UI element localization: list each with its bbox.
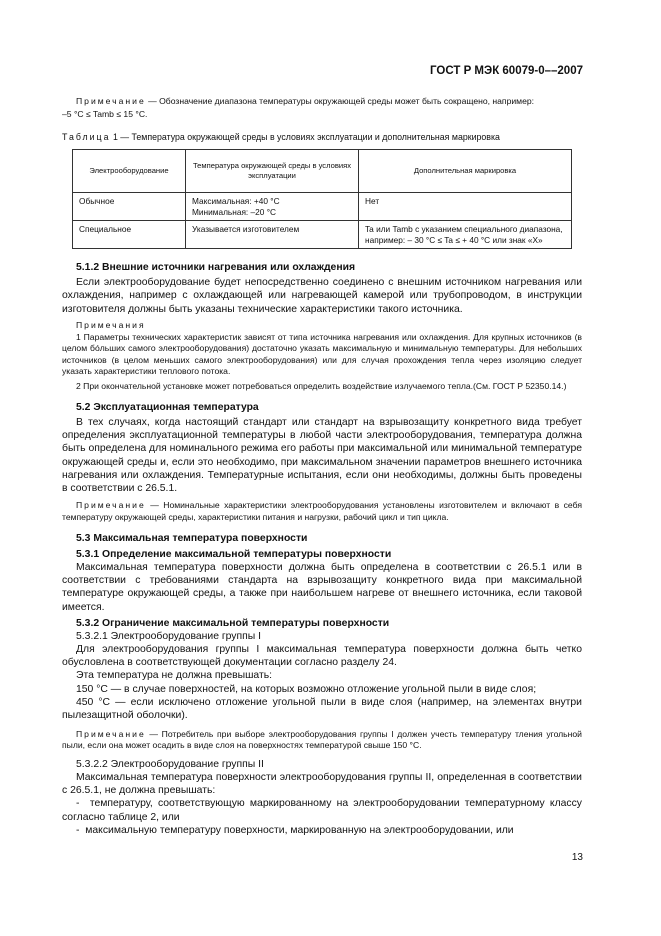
subsection-title: 5.3.2 Ограничение максимальной температуры поверхности: [76, 617, 390, 629]
page-content: [62, 96, 582, 837]
list-dash: -: [76, 824, 80, 836]
table-caption-label: Таблица: [62, 132, 111, 143]
list-dash: -: [76, 798, 80, 810]
note-label: Примечание: [76, 500, 146, 511]
table-cell: [186, 193, 359, 221]
paragraph: Если электрооборудование будет непосредственно соединено с внешним источником нагревания или охлаждения, например с охлаждающей или нагревающей камерой или трубопроводом, в инструкции изготовителя должны быть указаны технические характеристики такого источника.: [62, 277, 582, 315]
section-title: 5.1.2 Внешние источники нагревания или охлаждения: [76, 262, 356, 274]
section-title: 5.3 Максимальная температура поверхности: [76, 532, 308, 544]
table-cell: [186, 221, 359, 249]
table-header-cell: Температура окружающей среды в условиях эксплуатации: [186, 150, 359, 193]
cell-line: Минимальная: –20 °C: [192, 206, 277, 217]
table-cell: Нет: [359, 193, 572, 221]
table-cell: Ta или Tamb с указанием специального диапазона, например: – 30 °C ≤ Ta ≤ + 40 °C или знак «X»: [359, 221, 572, 249]
list-item: [62, 824, 582, 837]
paragraph: Максимальная температура поверхности электрооборудования группы II, определенная в соответствии с 26.5.1, не должна превышать:: [62, 771, 582, 797]
note-text: — Обозначение диапазона температуры окружающей среды может быть сокращено, например:: [148, 96, 535, 106]
cell-line: Максимальная: +40 °C: [192, 196, 280, 207]
standard-code: ГОСТ Р МЭК 60079-0––2007: [430, 65, 583, 77]
note-top: [62, 96, 582, 108]
table-header-cell: Электрооборудование: [73, 150, 186, 193]
section-title: 5.2 Эксплуатационная температура: [76, 401, 259, 413]
list-item: 150 °C — в случае поверхностей, на которых возможно отложение угольной пыли в виде слоя;: [76, 683, 537, 695]
table-cell: Обычное: [73, 193, 186, 221]
subsection-title: 5.3.1 Определение максимальной температуры поверхности: [76, 548, 392, 560]
note-text: — Номинальные характеристики электрооборудования установлены изготовителем и включают в себя температуру окружающей среды, характеристики питания и нагрузки, рабочий цикл и тип цикла.: [62, 500, 583, 523]
table-caption: [62, 132, 582, 143]
cell-line: Указывается изготовителем: [192, 224, 300, 235]
notes-label: Примечания: [76, 320, 146, 331]
list-item: 450 °C — если исключено отложение угольной пыли в виде слоя (например, на элементах внутри пылезащитной оболочки).: [62, 696, 582, 722]
page-number: 13: [571, 852, 583, 863]
note-2: 2 При окончательной установке может потребоваться определить воздействие излучаемого тепла.(См. ГОСТ Р 52350.14.): [76, 381, 567, 392]
list-text: максимальную температуру поверхности, маркированную на электрооборудовании, или: [85, 824, 514, 836]
paragraph: Максимальная температура поверхности должна быть определена в соответствии с 26.5.1 или в соответствии с требованиями стандарта на взрывозащиту конкретного вида при максимальной температуре окружающей среды, а также при наибольшем нагреве от внешнего источника, если таковой имеется.: [62, 561, 582, 613]
list-item: [62, 797, 582, 824]
paragraph: В тех случаях, когда настоящий стандарт или стандарт на взрывозащиту конкретного вида требует определения эксплуатационной температуры в любой части электрооборудования, температура должна быть определена для номинального режима его работы при максимальной или минимальной температуре окружающей среды и, если это необходимо, при максимальном значении параметров внешнего источника нагревания или охлаждения. Температурные испытания, если они необходимы, должны быть проведены в соответствии с 26.5.1.: [62, 416, 582, 495]
table-row: [73, 193, 572, 221]
subsection-title: 5.3.2.1 Электрооборудование группы I: [76, 630, 262, 642]
note-label: Примечание: [76, 96, 146, 106]
table-header-row: [73, 150, 572, 193]
formula: –5 °C ≤ Tamb ≤ 15 °C.: [62, 108, 148, 119]
paragraph: Для электрооборудования группы I максимальная температура поверхности должна быть четко обусловлена в соответствующей документации согласно разделу 24.: [62, 643, 582, 669]
list-text: температуру, соответствующую маркированному на электрооборудовании температурному классу согласно таблице 2, или: [62, 798, 582, 823]
table-header-cell: Дополнительная маркировка: [359, 150, 572, 193]
note-1: 1 Параметры технических характеристик зависят от типа источника нагревания или охлаждения. Для крупных источников (в целом бóльших самого электрооборудования) достаточно указать максимальную и минимальную температуры. Для небольших источников (в целом меньших самого электрооборудования) или для случая прохождения тепла через изоляцию следует указать характеристики теплового потока.: [62, 331, 582, 377]
table-caption-text: 1 — Температура окружающей среды в условиях эксплуатации и дополнительная маркировка: [112, 132, 500, 143]
note-label: Примечание: [76, 728, 146, 739]
table-row: [73, 221, 572, 249]
paragraph: Эта температура не должна превышать:: [76, 670, 273, 682]
note-text: — Потребитель при выборе электрооборудования группы I должен учесть температуру тления угольной пыли, если она может осадить в виде слоя на поверхностях температурой свыше 150 °C.: [62, 728, 582, 751]
table-cell: Специальное: [73, 221, 186, 249]
subsection-title: 5.3.2.2 Электрооборудование группы II: [76, 758, 264, 770]
note: [62, 500, 582, 523]
note: [62, 729, 582, 752]
temperature-table: [72, 149, 572, 249]
